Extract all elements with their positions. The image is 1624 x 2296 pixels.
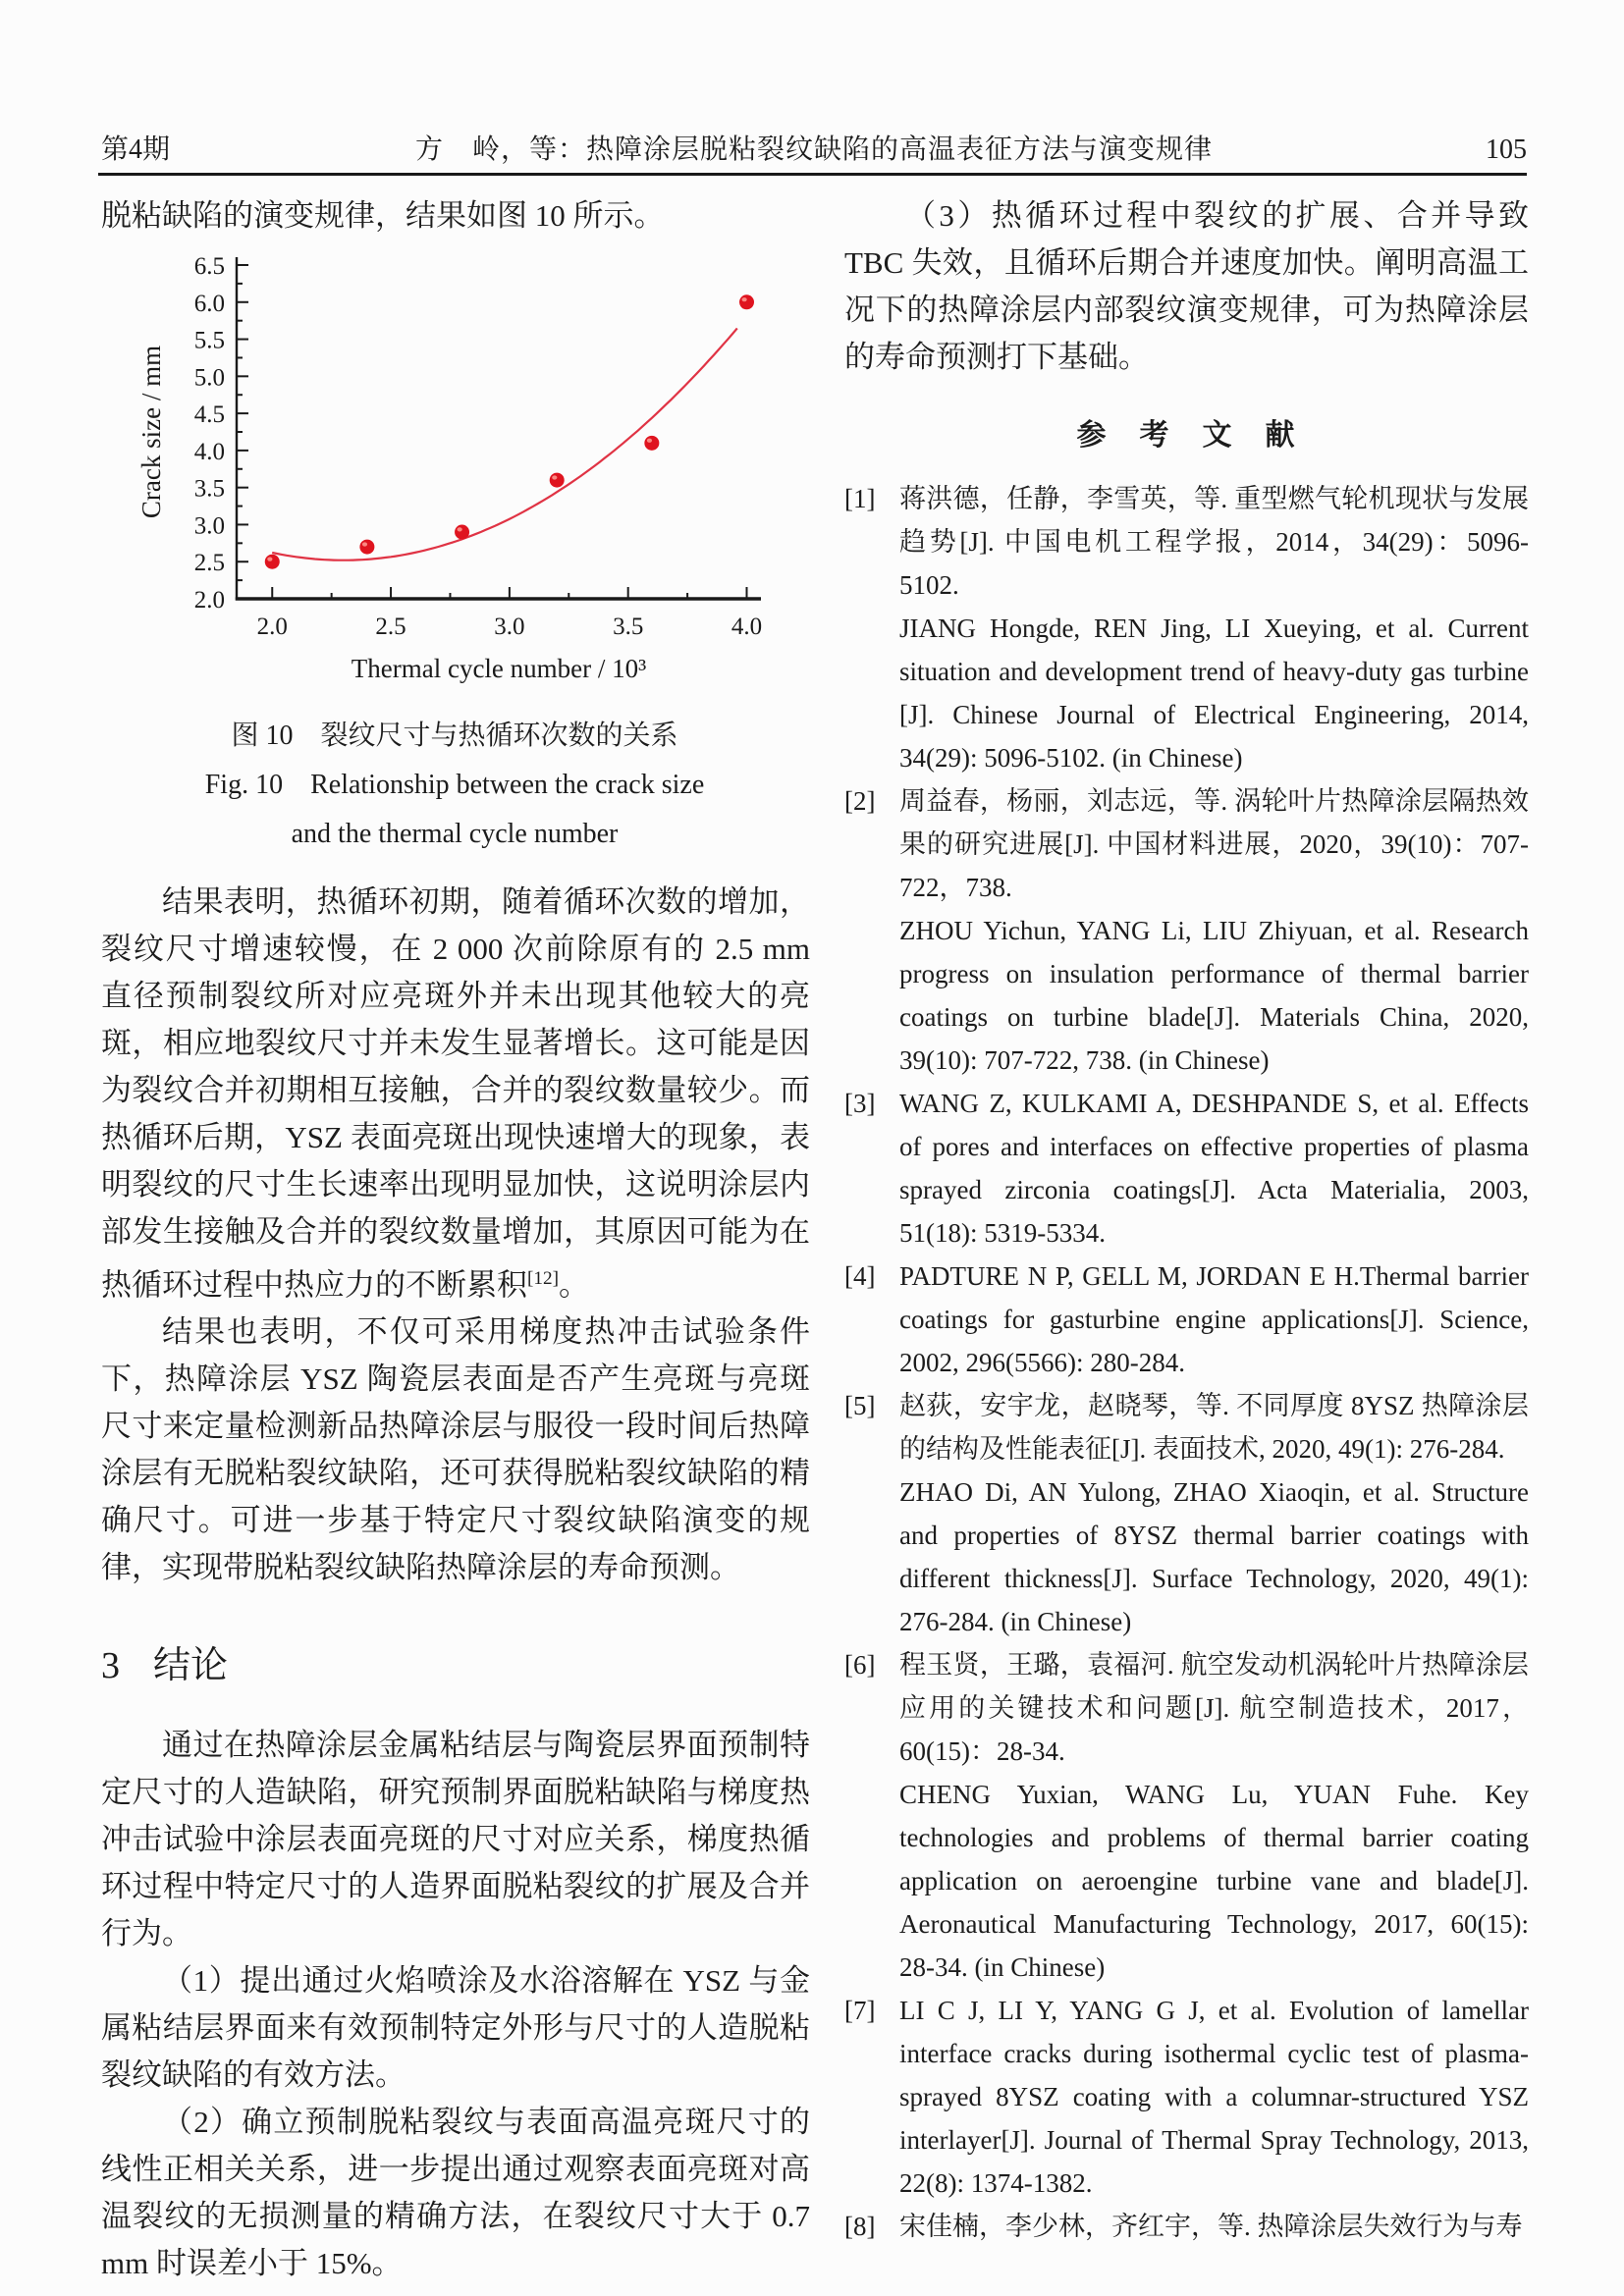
reference-text-cn: 蒋洪德，任静，李雪英，等. 重型燃气轮机现状与发展趋势[J]. 中国电机工程学报，2014，34(29)：5096-5102. (899, 484, 1529, 600)
reference-item-4 (844, 1255, 1529, 1384)
reference-item-6 (844, 1643, 1529, 1989)
reference-number: [4] (844, 1261, 876, 1291)
reference-text-en: CHENG Yuxian, WANG Lu, YUAN Fuhe. Key technologies and problems of thermal barrier coating application on aeroengine turbine vane and blade[J]. Aeronautical Manufacturing Technology, 2017, 60(15): 28-34. (in Chinese) (899, 1780, 1529, 1982)
right-column (844, 192, 1529, 2248)
svg-text:2.5: 2.5 (193, 550, 225, 577)
conclusion-paragraph-0: 通过在热障涂层金属粘结层与陶瓷层界面预制特定尺寸的人造缺陷，研究预制界面脱粘缺陷与梯度热冲击试验中涂层表面亮斑的尺寸对应关系，梯度热循环过程中特定尺寸的人造界面脱粘裂纹的扩展及合并行为。 (101, 1728, 810, 1951)
svg-text:2.0: 2.0 (256, 614, 288, 640)
reference-text-en: ZHAO Di, AN Yulong, ZHAO Xiaoqin, et al. Structure and properties of 8YSZ thermal barrier coatings with different thickness[J]. Surface Technology, 2020, 49(1): 276-284. (in Chinese) (899, 1477, 1529, 1636)
paragraph-results-1 (101, 879, 810, 1308)
section-title: 结论 (153, 1645, 229, 1687)
running-title: 方 岭，等：热障涂层脱粘裂纹缺陷的高温表征方法与演变规律 (414, 134, 1213, 165)
reference-item-1 (844, 477, 1529, 779)
reference-item-7 (844, 1989, 1529, 2205)
section-number: 3 (101, 1645, 120, 1687)
paragraph-results-2: 结果也表明，不仅可采用梯度热冲击试验条件下，热障涂层 YSZ 陶瓷层表面是否产生亮斑与亮斑尺寸来定量检测新品热障涂层与服役一段时间后热障涂层有无脱粘裂纹缺陷，还可获得脱粘裂纹缺陷的精确尺寸。可进一步基于特定尺寸裂纹缺陷演变的规律，实现带脱粘裂纹缺陷热障涂层的寿命预测。 (101, 1314, 810, 1585)
crack-size-chart (131, 249, 779, 693)
paragraph-results-1-tail: 。 (559, 1267, 589, 1303)
reference-item-2 (844, 779, 1529, 1082)
issue-label: 第4期 (101, 134, 171, 165)
reference-text-en: ZHOU Yichun, YANG Li, LIU Zhiyuan, et al. Research progress on insulation performance of thermal barrier coatings on turbine blade[J]. Materials China, 2020, 39(10): 707-722, 738. (in Chinese) (899, 916, 1529, 1075)
svg-text:3.5: 3.5 (613, 614, 644, 640)
figure-caption-cn: 图 10 裂纹尺寸与热循环次数的关系 (231, 721, 678, 751)
intro-line: 脱粘缺陷的演变规律，结果如图 10 所示。 (101, 198, 665, 233)
section-heading-conclusion (101, 1634, 810, 1688)
reference-text-en: WANG Z, KULKAMI A, DESHPANDE S, et al. Effects of pores and interfaces on effective properties of plasma sprayed zirconia coatings[J]. Acta Materialia, 2003, 51(18): 5319-5334. (899, 1089, 1529, 1248)
svg-text:3.0: 3.0 (193, 512, 225, 540)
page-header (101, 128, 1527, 167)
reference-text-cn: 周益春，杨丽，刘志远，等. 涡轮叶片热障涂层隔热效果的研究进展[J]. 中国材料进展，2020，39(10)：707-722，738. (899, 786, 1529, 902)
reference-text-en: JIANG Hongde, REN Jing, LI Xueying, et al. Current situation and development trend of heavy-duty gas turbine [J]. Chinese Journal of Electrical Engineering, 2014, 34(29): 5096-5102. (in Chinese) (899, 614, 1529, 773)
conclusion-paragraph-3: （3）热循环过程中裂纹的扩展、合并导致 TBC 失效，且循环后期合并速度加快。阐明高温工况下的热障涂层内部裂纹演变规律，可为热障涂层的寿命预测打下基础。 (844, 198, 1529, 374)
paragraph-results-1-text: 结果表明，热循环初期，随着循环次数的增加，裂纹尺寸增速较慢，在 2 000 次前除原有的 2.5 mm 直径预制裂纹所对应亮斑外并未出现其他较大的亮斑，相应地裂纹尺寸并未发生显著增长。这可能是因为裂纹合并初期相互接触，合并的裂纹数量较少。而热循环后期，YSZ 表面亮斑出现快速增大的现象，表明裂纹的尺寸生长速率出现明显加快，这说明涂层内部发生接触及合并的裂纹数量增加，其原因可能为在热循环过程中热应力的不断累积 (101, 884, 810, 1303)
reference-item-3 (844, 1082, 1529, 1255)
svg-text:3.5: 3.5 (193, 475, 225, 503)
reference-text-cn: 宋佳楠，李少林，齐红宇，等. 热障涂层失效行为与寿 (899, 2212, 1523, 2241)
svg-text:6.5: 6.5 (193, 253, 225, 280)
reference-number: [2] (844, 786, 876, 816)
conclusion-paragraph-2: （2）确立预制脱粘裂纹与表面高温亮斑尺寸的线性正相关关系，进一步提出通过观察表面亮斑对高温裂纹的无损测量的精确方法，在裂纹尺寸大于 0.7 mm 时误差小于 15%。 (101, 2105, 810, 2281)
header-rule (98, 173, 1527, 176)
svg-text:Crack size / mm: Crack size / mm (136, 345, 166, 519)
reference-number: [8] (844, 2212, 876, 2241)
svg-text:4.0: 4.0 (193, 438, 225, 465)
reference-number: [7] (844, 1996, 876, 2025)
reference-text-cn: 赵荻，安宇龙，赵晓琴，等. 不同厚度 8YSZ 热障涂层的结构及性能表征[J]. 表面技术, 2020, 49(1): 276-284. (899, 1391, 1529, 1464)
svg-text:3.0: 3.0 (494, 614, 525, 640)
reference-number: [5] (844, 1391, 876, 1420)
reference-item-5 (844, 1384, 1529, 1643)
svg-text:4.5: 4.5 (193, 401, 225, 429)
svg-text:5.0: 5.0 (193, 364, 225, 392)
figure-caption-en-2: and the thermal cycle number (291, 819, 619, 849)
svg-text:2.0: 2.0 (193, 587, 225, 614)
reference-text-en: LI C J, LI Y, YANG G J, et al. Evolution of lamellar interface cracks during isothermal cyclic test of plasma-sprayed 8YSZ coating with a columnar-structured YSZ interlayer[J]. Journal of Thermal Spray Technology, 2013, 22(8): 1374-1382. (899, 1996, 1529, 2198)
svg-text:5.5: 5.5 (193, 327, 225, 354)
left-column (101, 192, 810, 2287)
reference-number: [6] (844, 1650, 876, 1680)
references-heading: 参 考 文 献 (1076, 419, 1297, 452)
figure-10 (131, 249, 779, 859)
page-number: 105 (1486, 134, 1527, 165)
conclusion-paragraph-1: （1）提出通过火焰喷涂及水浴溶解在 YSZ 与金属粘结层界面来有效预制特定外形与尺寸的人造脱粘裂纹缺陷的有效方法。 (101, 1963, 810, 2093)
svg-text:Thermal cycle number / 10³: Thermal cycle number / 10³ (351, 654, 647, 683)
svg-text:4.0: 4.0 (731, 614, 763, 640)
reference-number: [3] (844, 1089, 876, 1118)
svg-text:2.5: 2.5 (375, 614, 406, 640)
reference-item-8 (844, 2205, 1529, 2248)
reference-text-en: PADTURE N P, GELL M, JORDAN E H.Thermal barrier coatings for gasturbine engine applications[J]. Science, 2002, 296(5566): 280-284. (899, 1261, 1529, 1377)
reference-text-cn: 程玉贤，王璐，袁福河. 航空发动机涡轮叶片热障涂层应用的关键技术和问题[J]. 航空制造技术，2017，60(15)：28-34. (899, 1650, 1529, 1766)
figure-caption-en-1: Fig. 10 Relationship between the crack size (204, 770, 705, 800)
reference-number: [1] (844, 484, 876, 513)
svg-text:6.0: 6.0 (193, 290, 225, 317)
figure-caption (131, 712, 779, 859)
citation-12: [12] (527, 1268, 559, 1289)
